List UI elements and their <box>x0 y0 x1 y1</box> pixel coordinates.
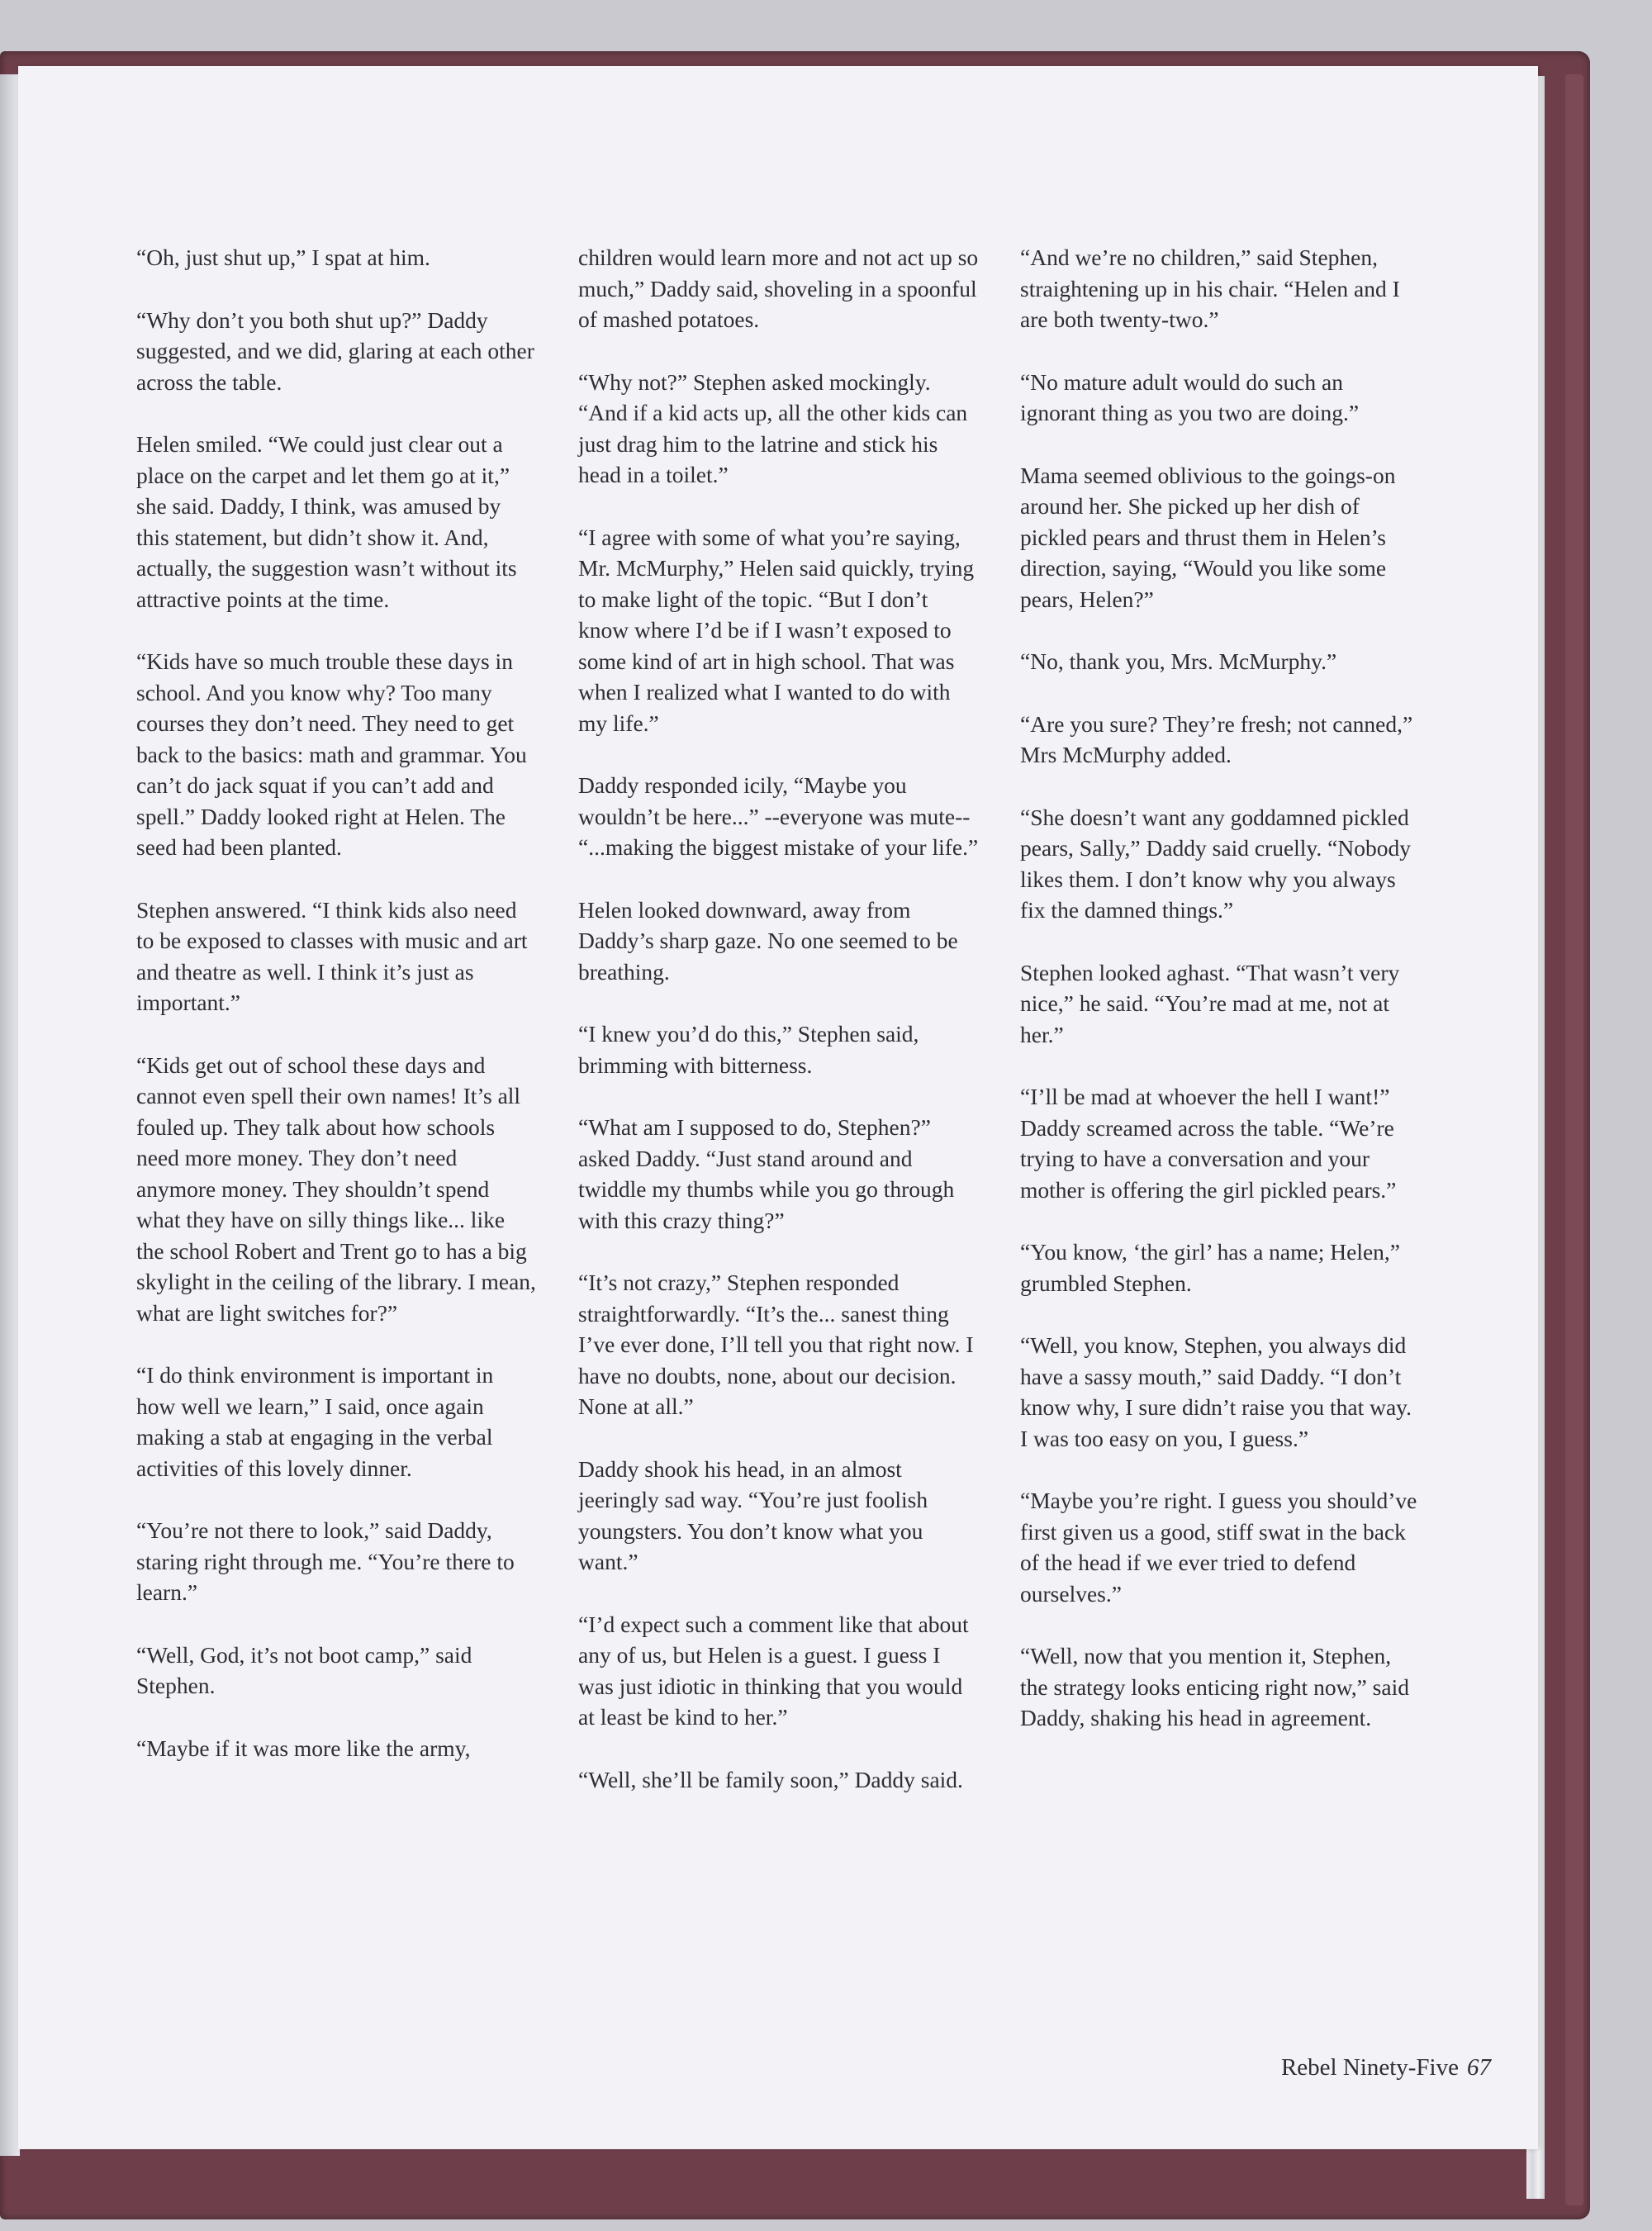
paragraph: “You know, ‘the girl’ has a name; Helen,” grumbled Stephen. <box>1020 1239 1400 1296</box>
paragraph: Stephen looked aghast. “That wasn’t very nice,” he said. “You’re mad at me, not at her.” <box>1020 959 1400 1047</box>
paragraph: “Kids have so much trouble these days in school. And you know why? Too many courses they don’t need. They need to get back to the basics: math and grammar. You can’t do jack squat if you can’t add and spell.” Daddy looked right at Helen. The seed had been planted. <box>136 648 527 860</box>
paragraph: “I agree with some of what you’re saying, Mr. McMurphy,” Helen said quickly, trying to make light of the topic. “But I don’t know where I’d be if I wasn’t exposed to some kind of art in high school. That was when I realized what I wanted to do with my life.” <box>578 524 975 736</box>
paragraph: “Maybe you’re right. I guess you should’ve first given us a good, stiff swat in the back of the head if we ever tried to defend ourselves.” <box>1020 1488 1417 1607</box>
paragraph: “I knew you’d do this,” Stephen said, brimming with bitterness. <box>578 1021 919 1078</box>
paragraph: “Well, God, it’s not boot camp,” said Stephen. <box>136 1641 472 1698</box>
paragraph: “It’s not crazy,” Stephen responded straightforwardly. “It’s the... sanest thing I’ve ever done, I’ll tell you that right now. I have no doubts, none, about our decision. None at all.” <box>578 1270 974 1419</box>
paragraph: Daddy shook his head, in an almost jeeringly sad way. “You’re just foolish youngsters. You don’t know what you want.” <box>578 1455 928 1574</box>
paragraph: “Are you sure? They’re fresh; not canned,” Mrs McMurphy added. <box>1020 710 1413 767</box>
publication-title: Rebel Ninety-Five <box>1280 2054 1459 2081</box>
cover-edge <box>1565 74 1583 2205</box>
page-number: 67 <box>1467 2054 1491 2081</box>
paragraph: children would learn more and not act up so much,” Daddy said, shoveling in a spoonful of mashed potatoes. <box>578 244 979 332</box>
facing-page-edge <box>0 74 20 2156</box>
paragraph: “Well, now that you mention it, Stephen, the strategy looks enticing right now,” said Daddy, shaking his head in agreement. <box>1020 1643 1409 1730</box>
paragraph: “What am I supposed to do, Stephen?” asked Daddy. “Just stand around and twiddle my thumbs while you go through with this crazy thing?” <box>578 1114 955 1233</box>
paragraph: “Kids get out of school these days and cannot even spell their own names! It’s all fouled up. They talk about how schools need more money. They don’t need anymore money. They shouldn’t spend what they have on silly things like... like the school Robert and Trent go to has a big skylight in the ceiling of the library. I mean, what are light switches for?” <box>136 1051 536 1326</box>
paragraph: “And we’re no children,” said Stephen, straightening up in his chair. “Helen and I are both twenty-two.” <box>1020 244 1400 332</box>
text-column-3 <box>1020 242 1421 1765</box>
paragraph: “Why not?” Stephen asked mockingly. “And if a kid acts up, all the other kids can just drag him to the latrine and stick his head in a toilet.” <box>578 368 968 487</box>
paragraph: Helen smiled. “We could just clear out a place on the carpet and let them go at it,” she said. Daddy, I think, was amused by this statement, but didn’t show it. And, actually, the suggestion wasn’t without its attractive points at the time. <box>136 431 517 612</box>
paragraph: “Well, she’ll be family soon,” Daddy said. <box>578 1766 963 1792</box>
paragraph: Helen looked downward, away from Daddy’s sharp gaze. No one seemed to be breathing. <box>578 896 958 985</box>
paragraph: “Oh, just shut up,” I spat at him. <box>136 244 430 270</box>
paragraph: “Why don’t you both shut up?” Daddy suggested, and we did, glaring at each other across the table. <box>136 306 534 395</box>
paragraph: “I’d expect such a comment like that about any of us, but Helen is a guest. I guess I was just idiotic in thinking that you would at least be kind to her.” <box>578 1611 969 1730</box>
paragraph: Mama seemed oblivious to the goings-on around her. She picked up her dish of pickled pears and thrust them in Helen’s direction, saying, “Would you like some pears, Helen?” <box>1020 462 1396 612</box>
paragraph: “No mature adult would do such an ignorant thing as you two are doing.” <box>1020 368 1360 425</box>
paragraph: “Maybe if it was more like the army, <box>136 1735 471 1761</box>
paragraph: Daddy responded icily, “Maybe you wouldn’t be here...” --everyone was mute-- “...making the biggest mistake of your life.” <box>578 772 979 860</box>
text-column-2 <box>578 242 979 1826</box>
paragraph: Stephen answered. “I think kids also need to be exposed to classes with music and art and theatre as well. I think it’s just as important.” <box>136 896 528 1015</box>
paragraph: “No, thank you, Mrs. McMurphy.” <box>1020 648 1337 674</box>
paragraph: “I’ll be mad at whoever the hell I want!” Daddy screamed across the table. “We’re trying to have a conversation and your mother is offering the girl pickled pears.” <box>1020 1084 1397 1203</box>
paragraph: “She doesn’t want any goddamned pickled pears, Sally,” Daddy said cruelly. “Nobody likes them. I don’t know why you always fix the damned things.” <box>1020 804 1411 923</box>
text-column-1 <box>136 242 537 1795</box>
paragraph: “I do think environment is important in how well we learn,” I said, once again making a stab at engaging in the verbal activities of this lovely dinner. <box>136 1362 494 1481</box>
paragraph: “Well, you know, Stephen, you always did have a sassy mouth,” said Daddy. “I don’t know why, I sure didn’t raise you that way. I was too easy on you, I guess.” <box>1020 1332 1412 1451</box>
page-footer <box>1218 2054 1491 2081</box>
paragraph: “You’re not there to look,” said Daddy, staring right through me. “You’re there to learn.” <box>136 1517 515 1605</box>
